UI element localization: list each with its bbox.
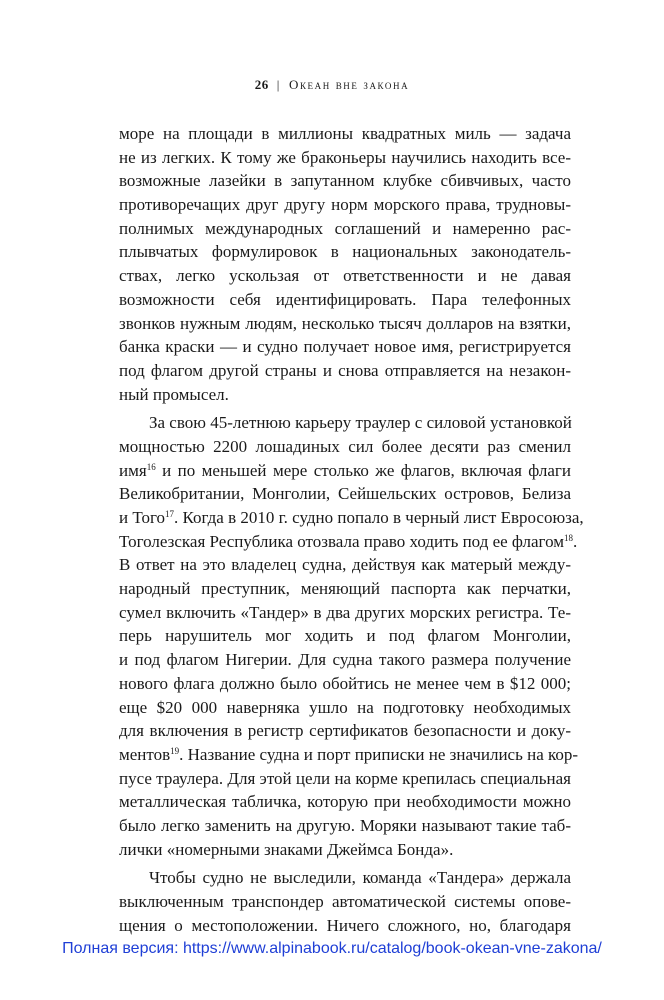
text-line: под флагом другой страны и снова отправляется на незакон- bbox=[119, 360, 571, 380]
text-line: В ответ на это владелец судна, действуя как матерый между- bbox=[119, 555, 571, 575]
footnote-ref: 17 bbox=[165, 509, 175, 519]
text-line: ментов$^{19}$. Название судна и порт приписки не значились на кор- bbox=[119, 744, 579, 764]
text-line: плывчатых формулировок в национальных законодатель- bbox=[119, 242, 571, 262]
text-line: имя$^{16}$ и по меньшей мере столько же флагов, включая флаги bbox=[119, 460, 571, 480]
text-line: ствах, легко ускользая от ответственности и не давая bbox=[119, 266, 571, 286]
text-line: перь нарушитель мог ходить и под флагом Монголии, bbox=[119, 626, 571, 646]
text-line: лички «номерными знаками Джеймса Бонда». bbox=[119, 839, 454, 859]
text-line: еще $20 000 наверняка ушло на подготовку необходимых bbox=[119, 697, 571, 717]
text-line: выключенным транспондер автоматической системы опове- bbox=[119, 892, 571, 911]
paragraph bbox=[119, 866, 571, 937]
text-line: и под флагом Нигерии. Для судна такого размера получение bbox=[119, 650, 571, 670]
full-version-link[interactable]: Полная версия: https://www.alpinabook.ru/catalog/book-okean-vne-zakona/ bbox=[62, 940, 602, 957]
text-line: За свою 45-летнюю карьеру траулер с силовой установкой bbox=[149, 413, 572, 433]
body-text bbox=[119, 122, 584, 937]
text-line: банка краски — и судно получает новое имя, регистрируется bbox=[119, 337, 571, 357]
text-line: противоречащих друг другу норм морского права, трудновы- bbox=[119, 195, 571, 215]
text-line: мощностью 2200 лошадиных сил более десяти раз сменил bbox=[119, 436, 571, 456]
page-number: 26 bbox=[254, 77, 269, 92]
text-line: для включения в регистр сертификатов безопасности и доку- bbox=[119, 721, 571, 741]
running-head bbox=[0, 77, 664, 93]
text-line: металлическая табличка, которую при необходимости можно bbox=[119, 792, 571, 812]
text-line: Великобритании, Монголии, Сейшельских островов, Белиза bbox=[119, 484, 571, 504]
book-title: Океан вне закона bbox=[288, 77, 410, 92]
footnote-ref: 16 bbox=[146, 461, 156, 472]
text-line: щения о местоположении. Ничего сложного, но, благодаря bbox=[119, 915, 571, 935]
text-line: сумел включить «Тандер» в два других морских регистра. Те- bbox=[119, 602, 571, 622]
text-line: пусе траулера. Для этой цели на корме крепилась специальная bbox=[119, 768, 571, 788]
text-line: ный промысел. bbox=[119, 384, 229, 404]
text-line: и Того$^{17}$. Когда в 2010 г. судно попало в черный лист Евросоюза, bbox=[119, 508, 584, 527]
running-head-separator: | bbox=[276, 77, 281, 92]
text-line: Чтобы судно не выследили, команда «Тандера» держала bbox=[149, 868, 571, 888]
paragraph bbox=[119, 122, 571, 406]
footnote-ref: 18 bbox=[564, 532, 574, 543]
text-line: звонков нужным людям, несколько тысяч долларов на взятки, bbox=[119, 313, 571, 333]
text-line: было легко заменить на другую. Моряки называют такие таб- bbox=[119, 815, 571, 835]
paragraph bbox=[119, 411, 584, 861]
footnote-ref: 19 bbox=[170, 745, 180, 756]
text-line: полнимых международных соглашений и намеренно рас- bbox=[119, 218, 571, 238]
text-line: Тоголезская Республика отозвала право ходить под ее флагом$^{18}$. bbox=[119, 531, 578, 551]
text-line: народный преступник, меняющий паспорта как перчатки, bbox=[119, 579, 571, 599]
text-line: не из легких. К тому же браконьеры научились находить все- bbox=[119, 147, 571, 167]
text-line: возможные лазейки в запутанном клубке сбивчивых, часто bbox=[119, 171, 571, 191]
text-line: море на площади в миллионы квадратных миль — задача bbox=[119, 124, 571, 143]
text-line: нового флага должно было обойтись не менее чем в $12 000; bbox=[119, 673, 571, 693]
text-line: возможности себя идентифицировать. Пара телефонных bbox=[119, 289, 571, 309]
